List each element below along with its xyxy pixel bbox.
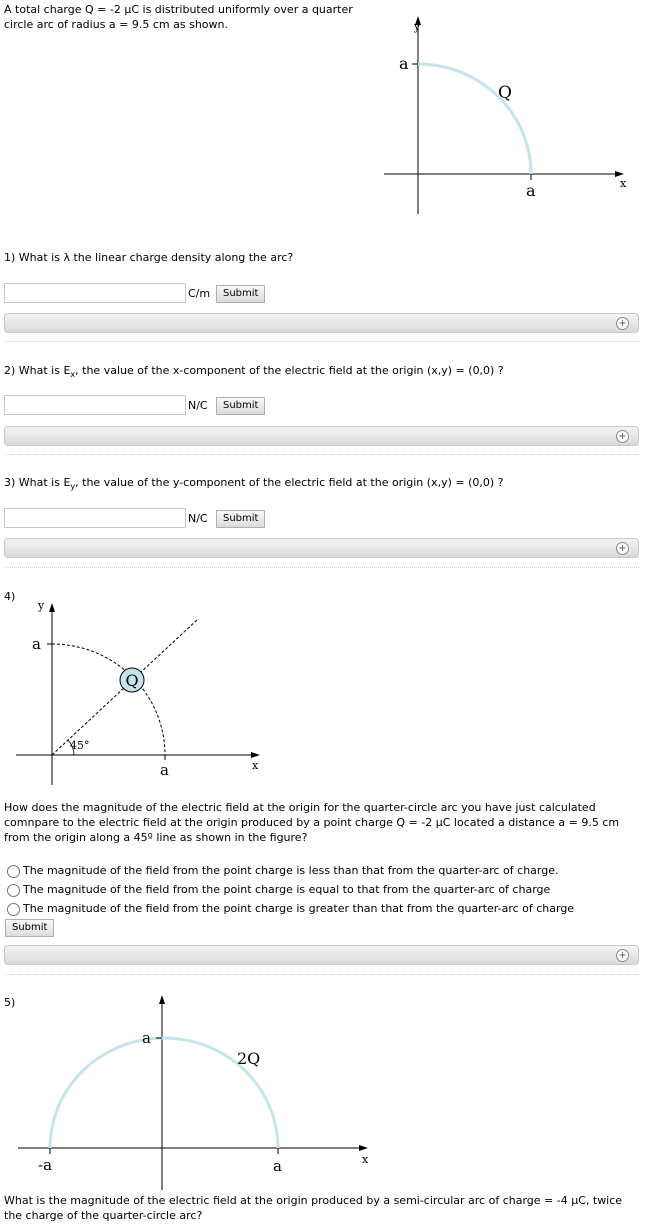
a-label-x: a: [273, 1157, 282, 1175]
question-4-text: [4, 800, 619, 845]
option-greater-radio[interactable]: [7, 903, 20, 916]
option-equal-label[interactable]: The magnitude of the field from the point charge is equal to that from the quarter-arc of charge: [23, 883, 551, 896]
question-3-prefix: 3) What is E: [4, 476, 71, 489]
question-3-suffix: , the value of the y-component of the electric field at the origin (x,y) = (0,0) ?: [75, 476, 504, 489]
answer-2-unit: N/C: [188, 399, 208, 412]
question-2-prefix: 2) What is E: [4, 364, 71, 377]
question-4-line-2: comnpare to the electric field at the origin produced by a point charge Q = -2 μC located a distance a = 9.5 cm: [4, 816, 620, 829]
question-4-number: 4): [4, 590, 16, 603]
x-axis-arrow: [359, 1145, 368, 1151]
question-5-number: 5): [4, 996, 16, 1009]
answer-2-input[interactable]: [4, 395, 186, 415]
option-less-label[interactable]: The magnitude of the field from the point charge is less than that from the quarter-arc of charge.: [23, 864, 559, 877]
a-top-label: a: [142, 1029, 151, 1047]
charge-q-label: Q: [125, 671, 139, 690]
answer-3-input[interactable]: [4, 508, 186, 528]
charge-2q-label: 2Q: [237, 1049, 261, 1068]
intro-line-1: A total charge Q = -2 μC is distributed uniformly over a quarter: [4, 3, 353, 16]
neg-a-label: -a: [38, 1156, 53, 1174]
submit-2-button[interactable]: Submit: [216, 397, 265, 415]
question-2-text: [4, 363, 504, 382]
option-greater-label[interactable]: The magnitude of the field from the point charge is greater than that from the quarter-arc of charge: [23, 902, 575, 915]
option-greater-row[interactable]: [7, 901, 574, 917]
submit-1-button[interactable]: Submit: [216, 285, 265, 303]
a-label-y: a: [399, 54, 409, 73]
y-axis-label: y: [38, 599, 45, 612]
charge-q-label: Q: [498, 83, 512, 103]
question-5-line-2: the charge of the quarter-circle arc?: [4, 1209, 203, 1222]
dashed-arc: [52, 644, 165, 755]
intro-text: [4, 2, 353, 32]
question-5-line-1: What is the magnitude of the electric field at the origin produced by a semi-circular arc of charge = -4 μC, twice: [4, 1194, 623, 1207]
plus-circle-icon[interactable]: +: [616, 430, 629, 443]
question-3-subscript: y: [70, 482, 76, 492]
separator-4: [4, 974, 639, 975]
option-equal-row[interactable]: [7, 882, 550, 898]
x-axis-arrow: [251, 752, 260, 758]
intro-line-2: circle arc of radius a = 9.5 cm as shown.: [4, 18, 228, 31]
separator-1: [4, 341, 639, 342]
y-axis-label: y: [414, 20, 421, 33]
option-equal-radio[interactable]: [7, 884, 20, 897]
plus-circle-icon[interactable]: +: [616, 317, 629, 330]
hint-bar-1[interactable]: [4, 313, 639, 333]
question-1-text: 1) What is λ the linear charge density along the arc?: [4, 251, 294, 264]
question-4-line-1: How does the magnitude of the electric field at the origin for the quarter-circle arc you have just calculated: [4, 801, 596, 814]
option-less-row[interactable]: [7, 863, 559, 879]
a-label-x: a: [160, 761, 169, 779]
question-4-line-3: from the origin along a 45º line as shown in the figure?: [4, 831, 308, 844]
point-charge-figure: [10, 595, 270, 785]
a-label-x: a: [526, 181, 536, 200]
question-2-subscript: x: [70, 370, 76, 380]
hint-bar-3[interactable]: [4, 538, 639, 558]
question-3-text: [4, 475, 504, 494]
charged-arc: [418, 64, 531, 174]
y-axis-arrow: [49, 603, 55, 612]
separator-3: [4, 567, 639, 568]
question-5-text: [4, 1193, 622, 1223]
separator-2: [4, 454, 639, 455]
angle-label: 45°: [70, 739, 90, 752]
answer-1-unit: C/m: [188, 287, 211, 300]
semicircle-figure: [10, 990, 380, 1190]
plus-circle-icon[interactable]: +: [616, 949, 629, 962]
x-axis-label: x: [620, 177, 627, 190]
quarter-arc-figure: [380, 10, 630, 220]
a-label-y: a: [32, 635, 41, 653]
question-2-suffix: , the value of the x-component of the electric field at the origin (x,y) = (0,0) ?: [75, 364, 504, 377]
answer-1-input[interactable]: [4, 283, 186, 303]
x-axis-label: x: [252, 759, 259, 772]
option-less-radio[interactable]: [7, 865, 20, 878]
y-axis-arrow: [159, 995, 165, 1004]
x-axis-label: x: [362, 1153, 369, 1166]
hint-bar-2[interactable]: [4, 426, 639, 446]
plus-circle-icon[interactable]: +: [616, 542, 629, 555]
submit-4-button[interactable]: Submit: [5, 919, 54, 937]
submit-3-button[interactable]: Submit: [216, 510, 265, 528]
answer-3-unit: N/C: [188, 512, 208, 525]
hint-bar-4[interactable]: [4, 945, 639, 965]
